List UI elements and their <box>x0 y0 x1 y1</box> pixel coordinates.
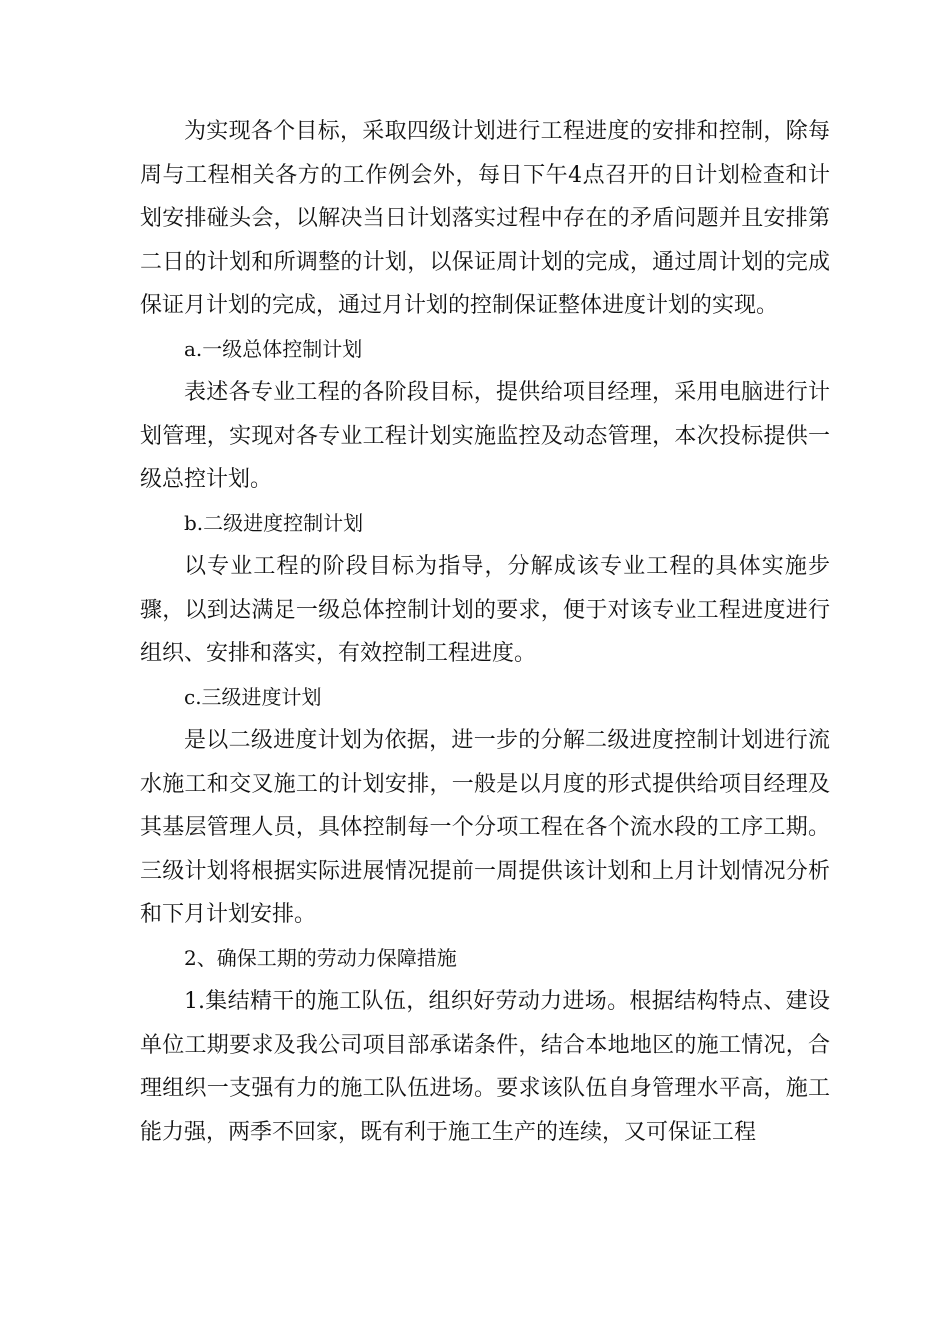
heading-labor-measures: 2、确保工期的劳动力保障措施 <box>184 945 457 970</box>
heading-level-two-plan: b.二级进度控制计划 <box>184 510 364 535</box>
paragraph-four-level-plan-intro: 为实现各个目标，采取四级计划进行工程进度的安排和控制，除每周与工程相关各方的工作例会外，每日下午4点召开的日计划检查和计划安排碰头会，以解决当日计划落实过程中存在的矛盾问题并且安排第二日的计划和所调整的计划，以保证周计划的完成，通过周计划的完成保证月计划的完成，通过月计划的控制保证整体进度计划的实现。 <box>140 119 830 318</box>
document-body <box>140 110 830 1154</box>
paragraph-labor-measures: 1.集结精干的施工队伍，组织好劳动力进场。根据结构特点、建设单位工期要求及我公司项目部承诺条件，结合本地地区的施工情况，合理组织一支强有力的施工队伍进场。要求该队伍自身管理水平高，施工能力强，两季不回家，既有利于施工生产的连续，又可保证工程 <box>140 989 830 1145</box>
paragraph-level-two-plan: 以专业工程的阶段目标为指导，分解成该专业工程的具体实施步骤，以到达满足一级总体控制计划的要求，便于对该专业工程进度进行组织、安排和落实，有效控制工程进度。 <box>140 554 830 666</box>
paragraph-level-one-plan: 表述各专业工程的各阶段目标，提供给项目经理，采用电脑进行计划管理，实现对各专业工程计划实施监控及动态管理，本次投标提供一级总控计划。 <box>140 380 830 492</box>
heading-level-three-plan: c.三级进度计划 <box>184 684 322 709</box>
paragraph-level-three-plan: 是以二级进度计划为依据，进一步的分解二级进度控制计划进行流水施工和交叉施工的计划安排，一般是以月度的形式提供给项目经理及其基层管理人员，具体控制每一个分项工程在各个流水段的工序工期。三级计划将根据实际进展情况提前一周提供该计划和上月计划情况分析和下月计划安排。 <box>140 728 830 927</box>
heading-level-one-plan: a.一级总体控制计划 <box>184 336 363 361</box>
